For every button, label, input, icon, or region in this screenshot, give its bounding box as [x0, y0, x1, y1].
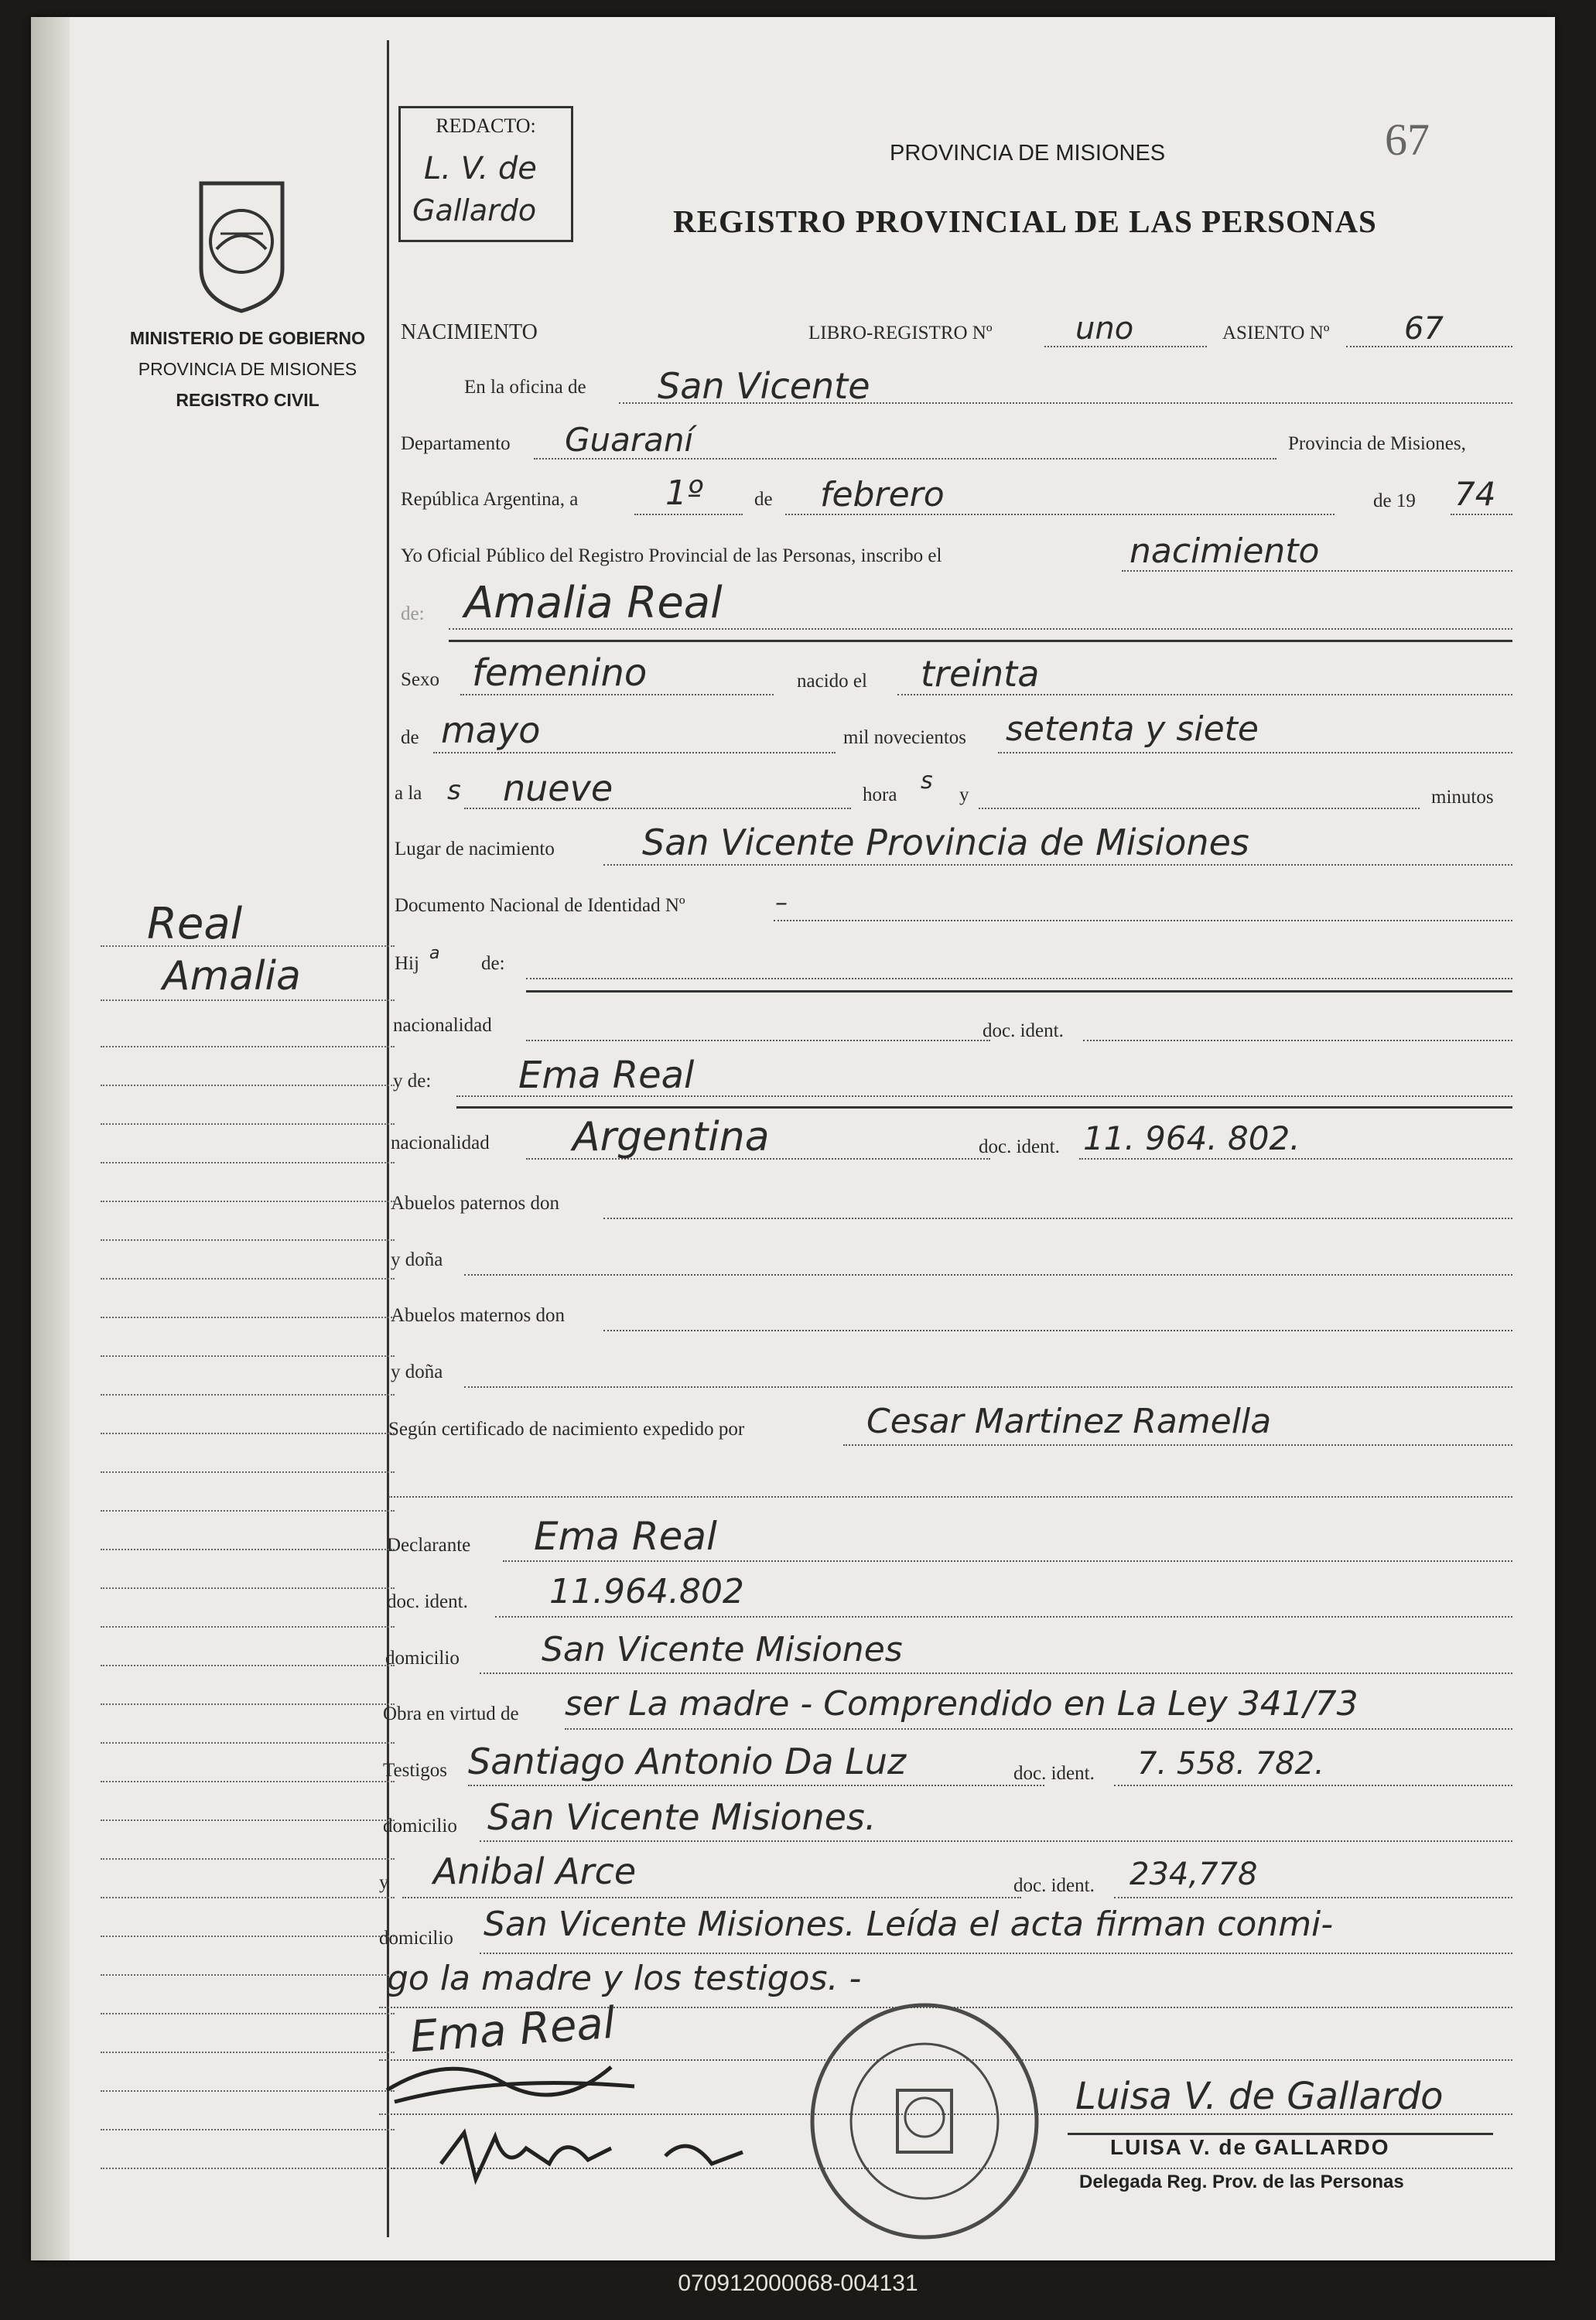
- testigos-label: Testigos: [383, 1760, 447, 1781]
- lugar-value: San Vicente Provincia de Misiones: [642, 822, 1249, 863]
- redacto-label: REDACTO:: [436, 114, 536, 137]
- margin-given-name: Amalia: [162, 953, 301, 999]
- departamento-label: Departamento: [401, 433, 511, 454]
- declarante-value: Ema Real: [534, 1514, 717, 1559]
- libro-value: uno: [1075, 311, 1134, 347]
- nacionalidad2-label: nacionalidad: [391, 1133, 490, 1153]
- dni-label: Documento Nacional de Identidad Nº: [395, 895, 685, 916]
- registry-heading: REGISTRO PROVINCIAL DE LAS PERSONAS: [673, 203, 1377, 239]
- nacionalidad-label: nacionalidad: [393, 1015, 492, 1036]
- yde-label: y de:: [393, 1071, 432, 1092]
- dom3-value: San Vicente Misiones. Leída el acta firman conmi-: [484, 1905, 1334, 1944]
- doc3-value: 11.964.802: [549, 1572, 744, 1611]
- doc5-label: doc. ident.: [1013, 1875, 1095, 1896]
- nacionalidad2-value: Argentina: [572, 1114, 770, 1160]
- departamento-value: Guaraní: [565, 421, 694, 459]
- asiento-value: 67: [1404, 311, 1444, 347]
- archive-code: 070912000068-004131: [678, 2270, 918, 2296]
- sexo-value: femenino: [472, 651, 648, 695]
- y2-label: y: [379, 1872, 389, 1893]
- ministry-seal-icon: [186, 176, 298, 315]
- mother-value: Ema Real: [518, 1054, 695, 1097]
- lugar-label: Lugar de nacimiento: [395, 839, 555, 859]
- binding-spine: [31, 17, 70, 2260]
- name-value: Amalia Real: [464, 578, 723, 628]
- dom2-label: domicilio: [383, 1816, 457, 1837]
- mil-value: setenta y siete: [1006, 709, 1259, 749]
- hijo-label: Hij: [395, 953, 419, 974]
- oficina-value: San Vicente: [658, 365, 870, 407]
- doc4-value: 7. 558. 782.: [1137, 1746, 1324, 1782]
- dom2-value: San Vicente Misiones.: [487, 1796, 877, 1838]
- year-prefix: de 19: [1373, 490, 1416, 511]
- republica-label: República Argentina, a: [401, 489, 579, 510]
- margin-rule: [387, 40, 389, 2237]
- ydona-label: y doña: [391, 1249, 443, 1270]
- mil-label: mil novecientos: [843, 727, 966, 748]
- oficial-label: Yo Oficial Público del Registro Provincial de las Personas, inscribo el: [401, 545, 942, 566]
- closing-value: go la madre y los testigos. -: [387, 1959, 862, 1998]
- de3-label: de: [401, 727, 419, 748]
- testigo2-value: Anibal Arce: [433, 1850, 637, 1892]
- doc3-label: doc. ident.: [387, 1591, 468, 1612]
- redacto-value-line1: L. V. de: [424, 151, 537, 186]
- official-signature: Luisa V. de Gallardo: [1075, 2075, 1444, 2118]
- obra-label: Obra en virtud de: [383, 1703, 519, 1724]
- year-value: 74: [1454, 475, 1496, 513]
- abuelos-paternos-label: Abuelos paternos don: [391, 1193, 560, 1214]
- margin-surname: Real: [147, 899, 243, 949]
- segun-label: Según certificado de nacimiento expedido por: [388, 1419, 745, 1440]
- official-name: LUISA V. de GALLARDO: [1110, 2135, 1390, 2159]
- dom3-label: domicilio: [379, 1928, 453, 1949]
- dni-value: –: [775, 887, 788, 917]
- doc4-label: doc. ident.: [1013, 1763, 1095, 1784]
- segun-value: Cesar Martinez Ramella: [866, 1402, 1272, 1441]
- page-number: 67: [1385, 114, 1430, 165]
- ala-suffix: s: [447, 775, 461, 806]
- hora-suffix: s: [921, 767, 933, 794]
- oficial-value: nacimiento: [1130, 531, 1320, 571]
- mother-signature: Ema Real: [408, 1997, 617, 2063]
- ala-label: a la: [395, 783, 422, 804]
- ministry-line2: PROVINCIA DE MISIONES: [138, 359, 357, 379]
- dom-value: San Vicente Misiones: [542, 1630, 903, 1669]
- libro-label: LIBRO-REGISTRO Nº: [808, 323, 993, 343]
- ydona2-label: y doña: [391, 1362, 443, 1382]
- hora-label: hora: [863, 784, 897, 805]
- province-heading: PROVINCIA DE MISIONES: [890, 141, 1166, 166]
- abuelos-maternos-label: Abuelos maternos don: [391, 1305, 565, 1326]
- ministry-line1: MINISTERIO DE GOBIERNO: [129, 328, 366, 348]
- redacto-value-line2: Gallardo: [412, 193, 537, 227]
- dom-label: domicilio: [385, 1648, 460, 1669]
- redacto-box: [398, 106, 573, 242]
- ministry-line3: REGISTRO CIVIL: [176, 390, 320, 410]
- day-value: 1º: [665, 473, 703, 513]
- witness-signature-icon: [433, 2117, 758, 2195]
- official-title: Delegada Reg. Prov. de las Personas: [1079, 2171, 1404, 2192]
- document-page: [31, 17, 1555, 2260]
- hora-value: nueve: [503, 767, 613, 809]
- doc5-value: 234,778: [1130, 1857, 1258, 1892]
- de2-label: de:: [401, 603, 425, 624]
- nacido-value: treinta: [921, 653, 1040, 695]
- birth-month-value: mayo: [441, 709, 541, 751]
- de-label: de: [754, 489, 773, 510]
- ministry-block: [108, 323, 387, 415]
- declarante-label: Declarante: [387, 1535, 471, 1556]
- registry-stamp-icon: [805, 1997, 1044, 2245]
- oficina-label: En la oficina de: [464, 377, 586, 398]
- hijo-suffix: a: [429, 944, 440, 963]
- doc-ident2-label: doc. ident.: [979, 1136, 1060, 1157]
- hijo-de-label: de:: [481, 953, 505, 974]
- month-value: febrero: [820, 475, 945, 514]
- obra-value: ser La madre - Comprendido en La Ley 341/73: [565, 1684, 1358, 1724]
- y-label: y: [959, 784, 969, 805]
- doc2-value: 11. 964. 802.: [1083, 1119, 1300, 1157]
- signature-scribble-icon: [379, 2044, 673, 2113]
- asiento-label: ASIENTO Nº: [1222, 323, 1330, 343]
- doc-ident-label: doc. ident.: [983, 1020, 1064, 1041]
- minutos-label: minutos: [1431, 787, 1494, 808]
- act-type-label: NACIMIENTO: [401, 320, 538, 344]
- nacido-label: nacido el: [797, 671, 867, 692]
- sexo-label: Sexo: [401, 669, 439, 690]
- provincia-label: Provincia de Misiones,: [1288, 433, 1466, 454]
- testigo1-value: Santiago Antonio Da Luz: [468, 1741, 907, 1782]
